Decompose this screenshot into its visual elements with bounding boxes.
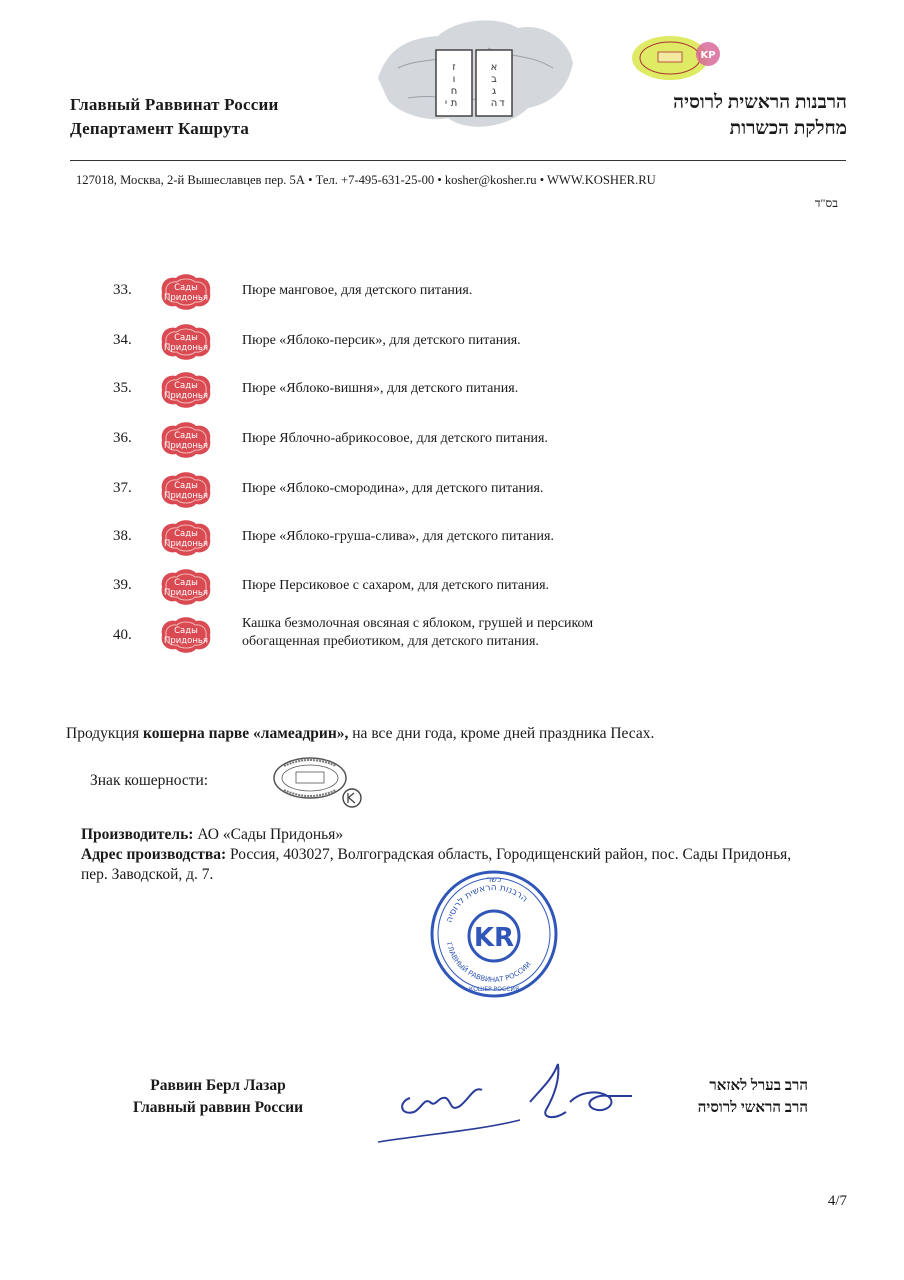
brand-badge-text: Придонья xyxy=(163,391,209,401)
tablet-letter: ה xyxy=(490,98,498,109)
bsd-mark: בס"ד xyxy=(814,196,838,210)
product-number: 40. xyxy=(113,627,132,643)
brand-badge-text: Сады xyxy=(174,283,198,293)
producer-value: АО «Сады Придонья» xyxy=(193,826,344,843)
round-stamp-icon xyxy=(428,868,560,1000)
stamp-top-text xyxy=(445,883,530,924)
product-number: 39. xyxy=(113,577,132,593)
brand-badge-text: Сады xyxy=(174,333,198,343)
rabbi-he-line1: הרב בערל לאזאר xyxy=(709,1078,808,1094)
brand-badge-icon xyxy=(156,272,216,312)
product-name: Пюре Персиковое с сахаром, для детского питания. xyxy=(242,578,550,593)
brand-badge-text: Сады xyxy=(174,529,198,539)
product-name: Пюре «Яблоко-вишня», для детского питания. xyxy=(242,381,519,396)
page-number: 4/7 xyxy=(827,1193,847,1209)
product-row xyxy=(0,368,904,412)
producer-label: Производитель: xyxy=(81,826,194,843)
kosher-statement xyxy=(66,725,654,743)
brand-badge-text: Придонья xyxy=(163,441,209,451)
brand-badge-text: Сады xyxy=(174,381,198,391)
brand-badge-icon xyxy=(156,420,216,460)
product-number: 38. xyxy=(113,528,132,544)
kosher-sign-label: Знак кошерности: xyxy=(90,772,209,789)
tablet-letter: ג xyxy=(491,86,497,97)
org-name-ru xyxy=(70,93,278,141)
brand-badge-text: Придонья xyxy=(163,293,209,303)
brand-badge-icon xyxy=(156,370,216,410)
rabbi-name-ru xyxy=(108,1075,328,1119)
product-number: 35. xyxy=(113,380,132,396)
handwritten-signature xyxy=(370,1050,650,1150)
rabbi-he-line2: הרב הראשי לרוסיה xyxy=(697,1100,808,1116)
product-number: 34. xyxy=(113,332,132,348)
org-name-ru-line2: Департамент Кашрута xyxy=(70,119,250,138)
tablet-letter: י xyxy=(444,98,448,109)
kosher-statement-bold: кошерна парве «ламеадрин», xyxy=(143,725,349,742)
tablet-letter: א xyxy=(490,62,498,73)
stamp-top-text-path: הרבנות הראשית לרוסיה xyxy=(444,882,530,925)
brand-badge-icon xyxy=(156,518,216,558)
rabbi-ru-line2: Главный раввин России xyxy=(132,1099,304,1116)
brand-badge-text: Сады xyxy=(174,626,198,636)
brand-badge-text: Придонья xyxy=(163,491,209,501)
org-name-he-line2: מחלקת הכשרות xyxy=(729,118,847,139)
product-row xyxy=(0,613,904,657)
russia-map-logo xyxy=(368,8,578,144)
kosher-sign-seal-icon xyxy=(270,752,366,810)
contact-line: 127018, Москва, 2-й Вышеславцев пер. 5А • Тел. +7-495-631-25-00 • kosher@kosher.ru • WWW.KOSHER.RU xyxy=(76,173,656,187)
product-row xyxy=(0,516,904,560)
tablet-letter: ו xyxy=(452,74,456,85)
org-name-he-line1: הרבנות הראשית לרוסיה xyxy=(673,92,847,113)
rabbi-ru-line1: Раввин Берл Лазар xyxy=(150,1077,286,1094)
product-row xyxy=(0,418,904,462)
stamp-top-small: כשר xyxy=(486,875,502,884)
brand-badge-text: Сады xyxy=(174,481,198,491)
product-name: Пюре «Яблоко-смородина», для детского питания. xyxy=(242,481,544,496)
stamp-bottom-text-path: ГЛАВНЫЙ РАВВИНАТ РОССИИ xyxy=(444,941,533,985)
product-name: Пюре «Яблоко-груша-слива», для детского питания. xyxy=(242,529,554,544)
product-number: 33. xyxy=(113,282,132,298)
brand-badge-text: Придонья xyxy=(163,539,209,549)
seal-top-text: KP xyxy=(700,50,716,61)
product-number: 36. xyxy=(113,430,132,446)
product-number: 37. xyxy=(113,480,132,496)
brand-badge-icon xyxy=(156,615,216,655)
product-name: Пюре манговое, для детского питания. xyxy=(242,283,473,298)
address-label: Адрес производства: xyxy=(81,846,227,863)
org-name-ru-line1: Главный Раввинат России xyxy=(70,95,279,114)
product-row xyxy=(0,320,904,364)
stamp-bottom2: КОШЕР РОССИЯ xyxy=(468,986,520,993)
kosher-seal-top-icon xyxy=(630,30,724,86)
rabbi-name-he xyxy=(698,1075,808,1119)
brand-badge-text: Придонья xyxy=(163,636,209,646)
tablet-letter: ח xyxy=(450,86,458,97)
org-name-he xyxy=(673,90,847,142)
producer-line xyxy=(81,825,821,845)
product-row xyxy=(0,270,904,314)
brand-badge-text: Придонья xyxy=(163,343,209,353)
header-divider xyxy=(70,160,846,161)
product-row xyxy=(0,468,904,512)
brand-badge-icon xyxy=(156,322,216,362)
product-name xyxy=(242,615,593,651)
product-name: Пюре Яблочно-абрикосовое, для детского питания. xyxy=(242,431,548,446)
product-name-line1: Кашка безмолочная овсяная с яблоком, грушей и персиком xyxy=(242,616,594,631)
stamp-center: KR xyxy=(473,923,515,953)
address-value: Россия, 403027, Волгоградская область, Городищенский район, пос. Сады Придонья, пер. Заводской, д. 7. xyxy=(81,846,792,883)
brand-badge-text: Придонья xyxy=(163,588,209,598)
product-name: Пюре «Яблоко-персик», для детского питания. xyxy=(242,333,521,348)
brand-badge-icon xyxy=(156,470,216,510)
brand-badge-text: Сады xyxy=(174,431,198,441)
tablet-letter: ת xyxy=(450,98,458,109)
kosher-statement-suffix: на все дни года, кроме дней праздника Песах. xyxy=(348,725,655,742)
kosher-statement-prefix: Продукция xyxy=(66,725,144,742)
tablet-letter: ז xyxy=(452,62,456,73)
brand-badge-text: Сады xyxy=(174,578,198,588)
tablet-letter: ד xyxy=(499,98,505,109)
tablet-letter: ב xyxy=(491,74,497,85)
brand-badge-icon xyxy=(156,567,216,607)
product-name-line2: обогащенная пребиотиком, для детского питания. xyxy=(242,634,539,649)
product-row xyxy=(0,565,904,609)
